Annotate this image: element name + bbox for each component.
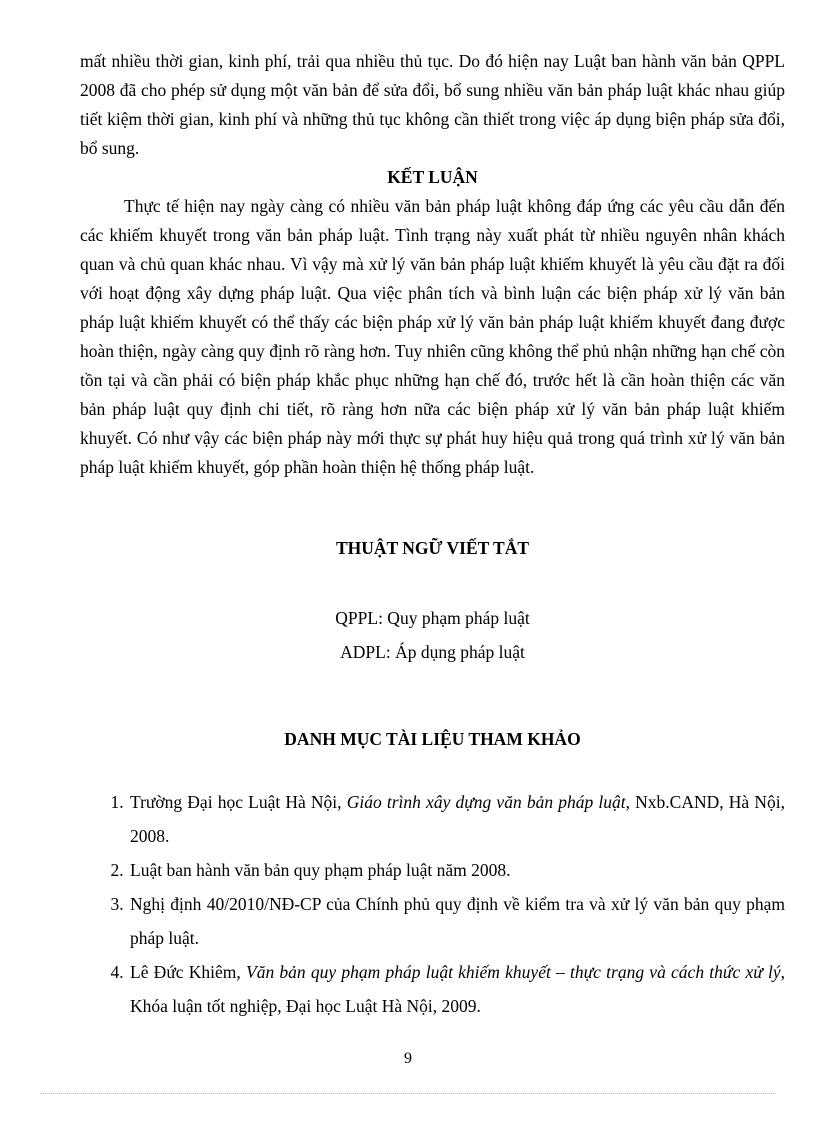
spacer xyxy=(80,482,785,534)
abbreviation-item: ADPL: Áp dụng pháp luật xyxy=(340,642,525,662)
reference-text: Luật ban hành văn bản quy phạm pháp luật năm 2008. xyxy=(130,860,511,880)
reference-item xyxy=(128,887,785,955)
reference-item xyxy=(128,785,785,853)
page-content xyxy=(80,47,785,1023)
abbreviation-item: QPPL: Quy phạm pháp luật xyxy=(335,608,530,628)
footer-divider xyxy=(40,1093,776,1094)
reference-item xyxy=(128,955,785,1023)
reference-text: Nghị định 40/2010/NĐ-CP của Chính phủ quy định về kiểm tra và xử lý văn bản quy phạm pháp luật. xyxy=(130,894,785,948)
reference-text: , Nxb.CAND, Hà Nội, 2008. xyxy=(130,792,785,846)
reference-title: Văn bản quy phạm pháp luật khiếm khuyết – thực trạng và cách thức xử lý xyxy=(246,962,781,982)
conclusion-paragraph: Thực tế hiện nay ngày càng có nhiều văn bản pháp luật không đáp ứng các yêu cầu dẫn đến các khiếm khuyết trong văn bản pháp luật. Tình trạng này xuất phát từ nhiều nguyên nhân khách quan và chủ quan khác nhau. Vì vậy mà xử lý văn bản pháp luật khiếm khuyết là yêu cầu đặt ra đối với hoạt động xây dựng pháp luật. Qua việc phân tích và bình luận các biện pháp xử lý văn bản pháp luật khiếm khuyết có thể thấy các biện pháp xử lý văn bản pháp luật khiếm khuyết đang được hoàn thiện, ngày càng quy định rõ ràng hơn. Tuy nhiên cũng không thể phủ nhận những hạn chế còn tồn tại và cần phải có biện pháp khắc phục những hạn chế đó, trước hết là cần hoàn thiện các văn bản pháp luật quy định chi tiết, rõ ràng hơn nữa các biện pháp xử lý văn bản pháp luật khiếm khuyết. Có như vậy các biện pháp này mới thực sự phát huy hiệu quả trong quá trình xử lý văn bản pháp luật khiếm khuyết, góp phần hoàn thiện hệ thống pháp luật. xyxy=(80,196,785,477)
reference-text: Lê Đức Khiêm, xyxy=(130,962,247,982)
conclusion-heading: KẾT LUẬN xyxy=(387,167,478,187)
reference-title: Giáo trình xây dựng văn bản pháp luật xyxy=(346,792,626,812)
page-number: 9 xyxy=(404,1050,412,1067)
references-list xyxy=(80,785,785,1023)
reference-text: , Khóa luận tốt nghiệp, Đại học Luật Hà Nội, 2009. xyxy=(130,962,785,1016)
reference-text: Trường Đại học Luật Hà Nội, xyxy=(130,792,347,812)
intro-paragraph: mất nhiều thời gian, kinh phí, trải qua nhiều thủ tục. Do đó hiện nay Luật ban hành văn bản QPPL 2008 đã cho phép sử dụng một văn bản để sửa đổi, bổ sung nhiều văn bản pháp luật khác nhau giúp tiết kiệm thời gian, kinh phí và những thủ tục không cần thiết trong việc áp dụng biện pháp sửa đổi, bổ sung. xyxy=(80,51,785,158)
references-heading: DANH MỤC TÀI LIỆU THAM KHẢO xyxy=(284,729,581,749)
abbreviations-heading: THUẬT NGỮ VIẾT TẮT xyxy=(335,538,530,558)
reference-item xyxy=(128,853,785,887)
